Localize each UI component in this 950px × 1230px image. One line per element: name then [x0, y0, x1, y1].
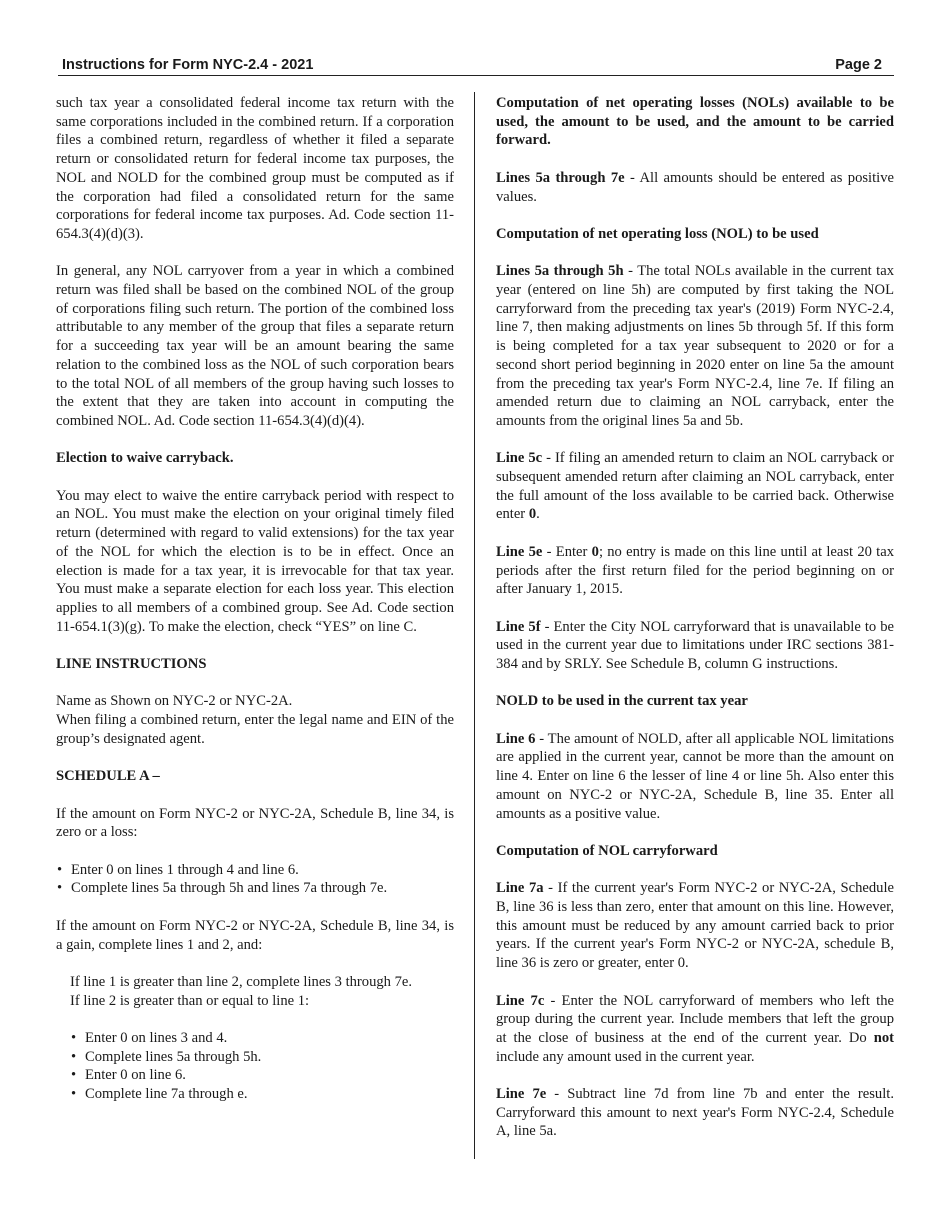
paragraph-name-shown: Name as Shown on NYC-2 or NYC-2A. — [56, 693, 293, 710]
paragraph-line-5f: Line 5f - Enter the City NOL carryforward that is unavailable to be used in the current year due to limitations under IRC sections 381-384 and by SRLY. See Schedule B, column G instructions. — [496, 618, 894, 672]
heading-computation-nols: Computation of net operating losses (NOLs) available to be used, the amount to be used, and the amount to be carried forward. — [496, 95, 894, 149]
line-label: Line 5f — [496, 618, 541, 635]
paragraph-line-7c: Line 7c - Enter the NOL carryforward of members who left the group during the current year. Include members that left the group at the close of business at the end of the current year. Do not include any amount used in the current year. — [496, 992, 894, 1065]
list-item: • Complete line 7a through e. — [70, 1085, 454, 1104]
heading-nold: NOLD to be used in the current tax year — [496, 693, 748, 710]
line-label: Line 7a — [496, 880, 544, 897]
paragraph-line-5e: Line 5e - Enter 0; no entry is made on this line until at least 20 tax periods after the first return filed for the period beginning on or after January 1, 2015. — [496, 543, 894, 598]
right-column — [496, 94, 894, 1160]
line-label: Line 7e — [496, 1086, 547, 1103]
paragraph-line-7a: Line 7a - If the current year's Form NYC-2 or NYC-2A, Schedule B, line 36 is less than zero, enter that amount on this line. However, this amount must be reduced by any amount carried back to prior years. If the current year's Form NYC-2 or NYC-2A, schedule B, line 36 is zero or greater, enter 0. — [496, 880, 895, 972]
heading-schedule-a: SCHEDULE A – — [56, 768, 160, 785]
form-title: Instructions for Form NYC-2.4 - 2021 — [62, 57, 314, 73]
line-label: Line 6 — [496, 730, 536, 747]
left-column — [56, 94, 454, 1122]
paragraph-lines-5a-7e: Lines 5a through 7e - All amounts should be entered as positive values. — [496, 169, 894, 205]
heading-line-instructions: LINE INSTRUCTIONS — [56, 656, 207, 673]
paragraph-lines-5a-5h: Lines 5a through 5h - The total NOLs available in the current tax year (entered on line 5h) are computed by first taking the NOL carryforward from the preceding tax year's (2019) Form NYC-2.4, line 7, then making adjustments on lines 5b through 5f. If this form is being completed for a tax year subsequent to 2020 or for a second short period beginning in 2020 enter on line 5a the amount from the preceding tax year's Form NYC-2.4, line 7e. If filing an amended return due to claiming an NOL carryback, enter the amounts from the original lines 5a and 5b. — [496, 263, 894, 429]
line-label: Lines 5a through 5h — [496, 263, 624, 280]
paragraph-line2-greater: If line 2 is greater than or equal to line 1: — [70, 992, 310, 1009]
list-zero-or-loss — [56, 861, 454, 898]
paragraph-line-7e: Line 7e - Subtract line 7d from line 7b and enter the result. Carryforward this amount to next year's Form NYC-2.4, Schedule A, line 5a. — [496, 1086, 894, 1140]
heading-nol-carryforward: Computation of NOL carryforward — [496, 842, 718, 859]
line-label: Line 7c — [496, 992, 545, 1009]
column-divider — [474, 92, 475, 1159]
paragraph-line-5c: Line 5c - If filing an amended return to claim an NOL carryback or subsequent amended return after claiming an NOL carryback, enter the full amount of the loss available to be carried back. Otherwise enter 0. — [496, 450, 894, 523]
paragraph-zero-or-loss: If the amount on Form NYC-2 or NYC-2A, Schedule B, line 34, is zero or a loss: — [56, 805, 454, 841]
list-item: • Complete lines 5a through 5h. — [70, 1048, 454, 1067]
list-item: • Enter 0 on lines 1 through 4 and line 6. — [56, 861, 454, 880]
line-label: Line 5e — [496, 543, 543, 560]
line-label: Line 5c — [496, 450, 543, 467]
line-label: Lines 5a through 7e — [496, 169, 625, 186]
list-item: • Enter 0 on line 6. — [70, 1066, 454, 1085]
heading-nol-to-be-used: Computation of net operating loss (NOL) to be used — [496, 225, 819, 242]
paragraph-line-6: Line 6 - The amount of NOLD, after all applicable NOL limitations are applied in the current year, cannot be more than the amount on line 4. Enter on line 6 the lesser of line 4 or line 5h. Also enter this amount on NYC-2 or NYC-2A, Schedule B, line 35. Enter all amounts as a positive value. — [496, 730, 895, 822]
list-item: • Enter 0 on lines 3 and 4. — [70, 1029, 454, 1048]
paragraph-consolidated: such tax year a consolidated federal income tax return with the same corporations included in the combined return. If a corporation files a combined return, regardless of whether it filed a separate return or consolidated return for federal income tax purposes, the NOL and NOLD for the combined group must be computed as if the corporation had filed a consolidated return for the same corporations for federal income tax purposes. Ad. Code section 11-654.3(4)(d)(3). — [56, 95, 454, 242]
heading-election: Election to waive carryback. — [56, 450, 234, 467]
page-header — [58, 57, 894, 76]
paragraph-combined-return: When filing a combined return, enter the legal name and EIN of the group’s designated agent. — [56, 712, 454, 747]
paragraph-gain: If the amount on Form NYC-2 or NYC-2A, Schedule B, line 34, is a gain, complete lines 1 and 2, and: — [56, 917, 454, 953]
paragraph-nol-carryover: In general, any NOL carryover from a year in which a combined return was filed shall be based on the combined NOL of the group of corporations filing such return. The portion of the combined loss attributable to any member of the group that files a separate return for a succeeding tax year will be an amount bearing the same relation to the combined loss as the NOL of such corporation bears to the total NOL of all members of the group having such losses to the extent that they are taken into account in computing the combined NOL. Ad. Code section 11-654.3(4)(d)(4). — [56, 263, 454, 429]
page-number: Page 2 — [835, 57, 882, 73]
paragraph-election: You may elect to waive the entire carryback period with respect to an NOL. You must make the election on your original timely filed return (determined with regard to valid extensions) for the tax year of the NOL for which the election is to be in effect. Once an election is made for a tax year, it is irrevocable for that tax year. You must make a separate election for each loss year. This election applies to all members of a combined group. See Ad. Code section 11-654.1(3)(g). To make the election, check “YES” on line C. — [56, 487, 454, 635]
list-item: • Complete lines 5a through 5h and lines 7a through 7e. — [56, 879, 454, 898]
paragraph-line1-greater: If line 1 is greater than line 2, complete lines 3 through 7e. — [70, 973, 413, 990]
list-gain — [56, 1029, 454, 1104]
